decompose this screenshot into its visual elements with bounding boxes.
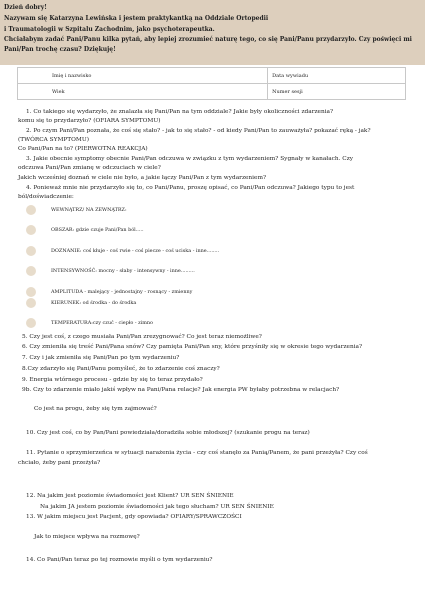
question-3: 3. Jakie obecnie symptomy obecnie Pani/Pan odczuwa w związku z tym wydarzeniem? Sygnały w kanałach. Czy — [26, 156, 354, 162]
bullet-icon — [26, 205, 36, 215]
patient-info-table — [17, 67, 406, 100]
question-13: 13. W jakim miejscu jest Pacjent, gdy opowiada? OFIARY/SPRAWCZOŚCI — [26, 514, 242, 520]
question-6: 6. Czy zmieniła się treść Pani/Pana snów? Czy pamięta Pani/Pan sny, które przyśniły się w okresie tego wydarzenia? — [22, 344, 363, 350]
question-text: (TWÓRCA SYMPTOMU) — [18, 137, 90, 143]
intro-line: Nazywam się Katarzyna Lewińska i jestem praktykantką na Oddziale Ortopedii — [4, 15, 269, 22]
question-text: chciało, żeby pani przeżyła? — [18, 460, 101, 466]
checklist-item: INTENSYWNOŚĆ: mocny - słaby - intensywny - inne......... — [51, 268, 195, 274]
question-1: 1. Co takiego się wydarzyło, że znalazła się Pani/Pan na tym oddziale? Jakie były okoliczności zdarzenia? — [26, 109, 334, 115]
greeting: Dzień dobry! — [4, 4, 47, 11]
session-field[interactable]: Numer sesji — [268, 84, 406, 100]
intro-line: Pani/Pan trochę czasu? Dziękuję! — [4, 46, 116, 53]
question-10: 10. Czy jest coś, co by Pan/Pani powiedziała/doradziła sobie młodszej? (szukanie progu na teraz) — [26, 430, 310, 436]
checklist-item: TEMPERATURA:czy czuć - ciepło - zimno — [51, 320, 153, 326]
bullet-icon — [26, 287, 36, 297]
question-text: Jak to miejsce wpływa na rozmowę? — [34, 534, 140, 540]
bullet-icon — [26, 246, 36, 256]
question-9b: 9b. Czy to zdarzenie miało jakiś wpływ na Pani/Pana relacje? Jak energia PW byłaby potrzebna w relacjach? — [22, 387, 340, 393]
question-11: 11. Pytanie o sprzymierzeńca w sytuacji narażenia życia - czy coś stanęło za Panią/Panem, że pani przeżyła? Czy coś — [26, 450, 368, 456]
question-text: Co Pani/Pan na to? (PIERWOTNA REAKCJA) — [18, 146, 148, 152]
age-field[interactable]: Wiek — [18, 84, 268, 100]
name-field[interactable]: Imię i nazwisko — [18, 68, 268, 84]
question-9: 9. Energia wtórnego procesu - gdzie by się to teraz przydało? — [22, 377, 203, 383]
question-text: odczuwa Pani/Pan zmianę w odczuciach w ciele? — [18, 165, 161, 171]
checklist-item: OBSZAR: gdzie czuje Pani/Pan ból..... — [51, 227, 144, 233]
question-text: Jakich wcześniej doznań w ciele nie było, a jakie łączy Pani/Pan z tym wydarzeniem? — [18, 175, 267, 181]
question-8: 8.Czy zdarzyło się Pani/Panu pomyśleć, że to zdarzenie coś znaczy? — [22, 366, 220, 372]
intro-box — [0, 0, 425, 65]
checklist-item: AMPLITUDA - malejący - jednostajny - rosnący - zmienny — [51, 289, 193, 295]
question-5: 5. Czy jest coś, z czego musiała Pani/Pan zrezygnować? Co jest teraz niemożliwe? — [22, 334, 262, 340]
checklist-item: WEWNĄTRZ/ NA ZEWNĄTRZ: — [51, 207, 127, 213]
intro-line: i Traumatologii w Szpitalu Zachodnim, jako psychoterapeutka. — [4, 26, 215, 33]
bullet-icon — [26, 298, 36, 308]
intro-line: Chciałabym zadać Pani/Panu kilka pytań, aby lepiej zrozumieć naturę tego, co się Pani/Panu przydarzyło. Czy poświęci mi — [4, 36, 412, 43]
question-text: ból/doświadczenie: — [18, 194, 74, 200]
checklist-item: KIERUNEK: od środka - do środka — [51, 300, 137, 306]
question-7: 7. Czy i jak zmieniła się Pani/Pan po tym wydarzeniu? — [22, 355, 180, 361]
question-12: 12. Na jakim jest poziomie świadomości jest Klient? UR SEN ŚNIENIE — [26, 493, 234, 499]
bullet-icon — [26, 318, 36, 328]
checklist-item: DOZNANIE: coś kłuje - coś rwie - coś piecze - coś uciska - inne........ — [51, 248, 220, 254]
question-14: 14. Co Pani/Pan teraz po tej rozmowie myśli o tym wydarzeniu? — [26, 557, 213, 563]
question-2: 2. Po czym Pani/Pan poznała, że coś się stało? - jak to się stało? - od kiedy Pani/Pan to zauważyła? pokazać ręką - jak? — [26, 128, 371, 134]
bullet-icon — [26, 225, 36, 235]
question-text: komu się to przydarzyło? (OFIARA SYMPTOMU) — [18, 118, 161, 124]
question-text: Na jakim JA jestem poziomie świadomości jak tego słucham? UR SEN ŚNIENIE — [40, 504, 274, 510]
question-text: Co jest na progu, żeby się tym zajmować? — [34, 406, 157, 412]
question-4: 4. Ponieważ mnie nie przydarzyło się to, co Pani/Panu, proszę opisać, co Pani/Pan odczuwa? Jakiego typu to jest — [26, 185, 355, 191]
bullet-icon — [26, 266, 36, 276]
date-field[interactable]: Data wywiadu — [268, 68, 406, 84]
